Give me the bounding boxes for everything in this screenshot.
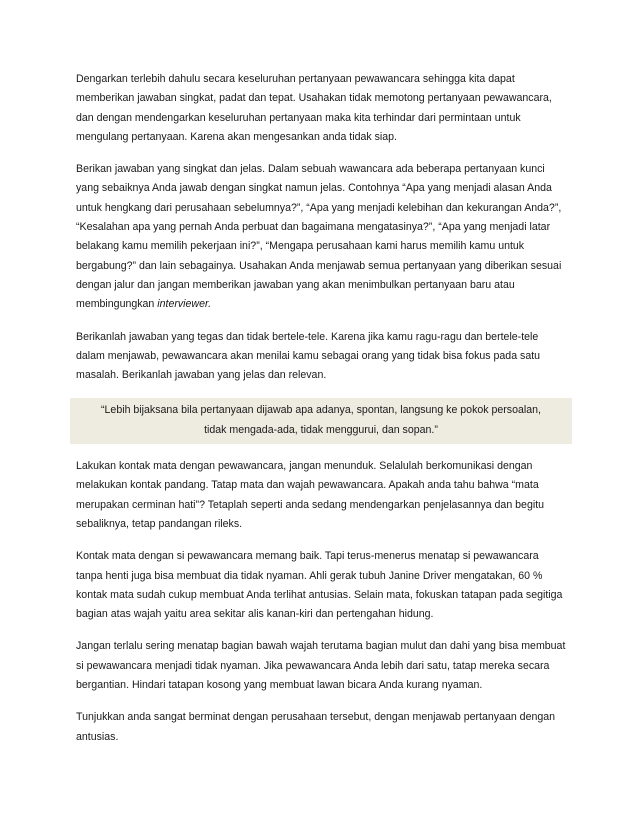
paragraph-firm-answers: Berikanlah jawaban yang tegas dan tidak bertele-tele. Karena jika kamu ragu-ragu dan bertele-tele dalam menjawab, pewawancara akan menilai kamu sebagai orang yang tidak bisa fokus pada satu masalah. Berikanlah jawaban yang jelas dan relevan. xyxy=(76,330,541,382)
quote-line-1: “Lebih bijaksana bila pertanyaan dijawab apa adanya, spontan, langsung ke pokok persoalan, xyxy=(101,404,541,417)
paragraph-short-answers-text: Berikan jawaban yang singkat dan jelas. Dalam sebuah wawancara ada beberapa pertanyaan kunci yang sebaiknya Anda jawab dengan singkat namun jelas. Contohnya “Apa yang menjadi alasan Anda untuk hengkang dari perusahaan sebelumnya?”, “Apa yang menjadi kelebihan dan kekurangan Anda?”, “Kesalahan apa yang pernah Anda perbuat dan bagaimana mengatasinya?”, “Apa yang menjadi latar belakang kamu memilih pekerjaan ini?”, “Mengapa perusahaan kami harus memilih kamu untuk bergabung?” dan lain sebagainya. Usahakan Anda menjawab semua pertanyaan yang diberikan sesuai dengan jalur dan jangan memberikan jawaban yang akan menimbulkan pertanyaan baru atau membingungkan xyxy=(76,163,562,311)
paragraph-listen: Dengarkan terlebih dahulu secara keseluruhan pertanyaan pewawancara sehingga kita dapat memberikan jawaban singkat, padat dan tepat. Usahakan tidak memotong pertanyaan pewawancara, dan dengan mendengarkan keseluruhan pertanyaan maka kita terhindar dari permintaan untuk mengulang pertanyaan. Karena akan mengesankan anda tidak siap. xyxy=(76,73,552,143)
paragraph-avoid-staring: Jangan terlalu sering menatap bagian bawah wajah terutama bagian mulut dan dahi yang bisa membuat si pewawancara menjadi tidak nyaman. Jika pewawancara Anda lebih dari satu, tatap mereka secara bergantian. Hindari tatapan kosong yang membuat lawan bicara Anda kurang nyaman. xyxy=(76,640,566,692)
quote-line-2: tidak mengada-ada, tidak menggurui, dan sopan.” xyxy=(204,423,438,436)
paragraph-eye-contact: Lakukan kontak mata dengan pewawancara, jangan menunduk. Selalulah berkomunikasi dengan melakukan kontak pandang. Tatap mata dan wajah pewawancara. Apakah anda tahu bahwa “mata merupakan cerminan hati”? Tetaplah seperti anda sedang mendengarkan penjelasannya dan begitu sebaliknya, tetap pandangan rileks. xyxy=(76,460,545,530)
document-page xyxy=(76,70,566,760)
paragraph-eye-contact-balance: Kontak mata dengan si pewawancara memang baik. Tapi terus-menerus menatap si pewawancara tanpa henti juga bisa membuat dia tidak nyaman. Ahli gerak tubuh Janine Driver mengatakan, 60 % kontak mata sudah cukup membuat Anda terlihat antusias. Selain mata, fokuskan tatapan pada segitiga bagian atas wajah yaitu area sekitar alis kanan-kiri dan pertengahan hidung. xyxy=(76,550,563,621)
paragraph-short-answers xyxy=(76,160,566,314)
quote-box xyxy=(70,398,572,444)
paragraph-enthusiasm: Tunjukkan anda sangat berminat dengan perusahaan tersebut, dengan menjawab pertanyaan dengan antusias. xyxy=(76,711,556,743)
interviewer-term: interviewer. xyxy=(157,298,212,311)
